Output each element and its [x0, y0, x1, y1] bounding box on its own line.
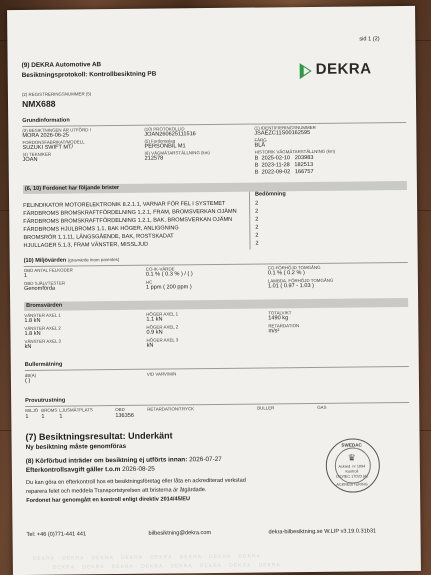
- inspection-protocol-document: [7, 6, 421, 575]
- equipment-obd-value: 136356: [115, 412, 135, 420]
- equipment-col-light: LJUSMÄTPLATS: [59, 407, 93, 413]
- vehicle-type-label: (5) Fordonsslag: [144, 138, 176, 144]
- vin-value: JSAEZC11S00162595: [254, 129, 311, 137]
- right-axle1-label: HÖGER AXEL 1: [146, 311, 179, 317]
- fault-item: HJULLAGER 5.1.3, FRAM VÄNSTER, MISSLJUD: [23, 241, 149, 249]
- equipment-light-value: 1: [59, 413, 63, 420]
- note-line-3: Fordonet har genomgått en kontroll enligt direktiv 2014/45/EU: [26, 496, 191, 504]
- co-label: CO-/K-VÄRDE: [145, 266, 175, 272]
- odometer-history-row: B 2022-09-02 166757: [254, 168, 314, 176]
- fault-item: FÄRDBROMS HJULBROMS 1.1, BAK HÖGER, ANLIGGNING: [23, 225, 179, 233]
- right-axle3-value: kN: [146, 342, 154, 349]
- equipment-title: Provutrustning: [25, 397, 66, 404]
- fault-item: FÄRDBROMS BROMSKRAFTFÖRDELNING 1.2.1, FRAM, BROMSVERKAN OJÄMN: [23, 208, 237, 217]
- odometer-history-row: B 2023-11-28 182513: [254, 161, 314, 169]
- reg-label: (2) REGISTRERINGSNUMMER (5): [21, 91, 92, 98]
- inspection-result: (7) Besiktningsresultat: Underkänt: [25, 430, 173, 442]
- company-name: (9) DEKRA Automotive AB: [21, 61, 102, 70]
- left-axle1-value: 1.8 kN: [24, 317, 41, 324]
- equipment-brake-value: 1: [41, 413, 45, 420]
- equipment-col-noise: BULLER: [257, 405, 275, 411]
- divider: [25, 402, 409, 407]
- noise-rpm-label: VID VARV/MIN: [146, 371, 177, 377]
- odometer-history-label: HISTORIK VÄGMÄTARSTÄLLNING (km): [254, 148, 336, 155]
- seal-accreditation-number: Ackred. nr 1094: [338, 464, 366, 469]
- seal-top-text: SWEDAC: [341, 442, 362, 448]
- fault-rating: 2: [255, 208, 259, 215]
- co-high-value: 0.1 % ( 0.2 % ): [267, 270, 305, 277]
- brakes-header-bar: [24, 298, 408, 311]
- fault-rating: 2: [255, 216, 259, 223]
- make-label: FORDONSFABRIKAT/MODELL: [22, 139, 85, 145]
- obd-faults-label: OBD ANTAL FELKODER: [23, 267, 73, 273]
- seal-standard-text: ISO/IEC 17020 (A): [336, 474, 368, 479]
- noise-db-value: ( ): [24, 377, 31, 384]
- obd-selftest-label: OBD SJÄLVTESTER: [23, 280, 66, 286]
- equipment-env-value: 1: [25, 413, 29, 420]
- hc-value: 1 ppm ( 200 ppm ): [145, 284, 192, 291]
- footer-phone: Tel: +46 (0)771-441 441: [26, 531, 87, 538]
- equipment-col-gas: GAS: [317, 404, 327, 410]
- hc-label: HC: [145, 279, 153, 285]
- fault-rating: 2: [255, 224, 259, 231]
- tech-label: (4) TEKNIKER: [22, 151, 52, 157]
- retardation-label: RETARDATION: [268, 323, 300, 329]
- protocol-id-label: (10) PROTOKOLLID: [144, 126, 185, 132]
- note-line-1: Du kan göra en efterkontroll hos ett besiktningsföretag eller låta en ackrediterad verkstad: [25, 477, 246, 486]
- left-axle2-value: 1.8 kN: [24, 330, 41, 337]
- odometer-value: 212578: [144, 155, 164, 162]
- noise-title: Bullermätning: [24, 361, 63, 368]
- environment-title: (10) Miljövärden (gravvärde inom parentes): [23, 256, 120, 264]
- right-axle2-value: 0.9 kN: [146, 329, 163, 336]
- brakes-title: Bromsvärden: [26, 302, 63, 309]
- co-value: 0.1 % ( 0.3 % ) / ( ): [145, 271, 193, 278]
- fault-rating: 2: [255, 240, 259, 247]
- right-axle2-label: HÖGER AXEL 2: [146, 324, 179, 330]
- odometer-label: (6) VÄGMÄTARSTÄLLNING (km): [144, 150, 210, 156]
- driving-ban-line: (8) Körförbud inträder om besiktning ej utförts innan: 2026-07-27: [25, 455, 222, 465]
- faults-column-divider: [249, 192, 250, 250]
- performed-label: (3) BESIKTNINGEN ÄR UTFÖRD I: [22, 127, 91, 133]
- follow-up-fee-line: Efterkontrollsavgift gäller t.o.m 2026-08-25: [25, 465, 155, 474]
- right-axle1-value: 1.1 kN: [146, 316, 163, 323]
- crown-icon: ♛: [347, 452, 356, 463]
- left-axle2-label: VÄNSTER AXEL 2: [24, 325, 61, 331]
- footer-website[interactable]: dekra-bilbesiktning.se W.LIP v3.19.0.31b31: [268, 528, 377, 536]
- fault-item: FELINDIKATOR MOTORELEKTRONIK 8.2.1.1, VARNAR FÖR FEL I SYSTEMET: [23, 200, 226, 209]
- vehicle-type-value: PERSONBIL M1: [144, 143, 186, 150]
- lambda-value: 1.01 ( 0.97 - 1.03 ): [267, 282, 315, 290]
- equipment-col-env: MILJÖ: [25, 407, 39, 413]
- divider: [22, 122, 406, 127]
- dekra-watermark: DEKRA · DEKRA · DEKRA · DEKRA · DEKRA · DEKRA · DEKRA · DEKRA: [32, 553, 261, 562]
- left-axle1-label: VÄNSTER AXEL 1: [24, 312, 61, 318]
- protocol-title: Besiktningsprotokoll: Kontrollbesiktning PB: [21, 70, 157, 80]
- co-high-label: CO FÖRHÖJD TOMGÅNG: [267, 264, 321, 271]
- divider: [25, 366, 409, 371]
- total-weight-value: 1490 kg: [268, 315, 289, 322]
- performed-value: MORA 2026-06-25: [22, 132, 70, 139]
- tech-value: JOAN: [22, 156, 38, 163]
- rating-header: Bedömning: [254, 191, 286, 198]
- seal-arc-text: ACKREDITERING: [336, 482, 368, 487]
- footer-email[interactable]: bilbesiktning@dekra.com: [148, 530, 212, 537]
- equipment-col-obd: OBD: [115, 406, 125, 413]
- color-label: FÄRG: [254, 137, 267, 143]
- equipment-col-brake: BROMS: [41, 407, 58, 413]
- basic-info-title: Grundinformation: [22, 117, 70, 124]
- seal-kontroll-text: Kontroll: [345, 469, 359, 474]
- dekra-logo: DEKRA: [315, 60, 372, 78]
- obd-selftest-value: Genomförda: [23, 285, 56, 292]
- dekra-logo-icon-cutout: [304, 67, 310, 75]
- fault-item: FÄRDBROMS BROMSKRAFTFÖRDELNING 1.2.1, BAK, BROMSVERKAN OJÄMN: [23, 216, 233, 225]
- dekra-watermark: DEKRA · DEKRA · DEKRA · DEKRA · DEKRA · DEKRA · DEKRA · DEKRA: [52, 562, 281, 571]
- lambda-label: LAMBDA, FÖRHÖJD TOMGÅNG: [267, 277, 334, 284]
- note-line-2: reparera felet och meddela Transportstyrelsen att bristerna är åtgärdade.: [26, 487, 207, 495]
- total-weight-label: TOTALVIKT: [268, 310, 292, 316]
- left-axle3-label: VÄNSTER AXEL 3: [24, 338, 62, 344]
- fault-item: BROMSRÖR 1.1.11, LÄNGSGÅENDE, BAK, ROSTSKADAT: [23, 233, 174, 241]
- obd-faults-value: 1: [23, 272, 27, 279]
- page-number: sid 1 (2): [359, 36, 380, 43]
- left-axle3-value: kN: [24, 343, 32, 350]
- make-value: SUZUKI SWIFT MT/: [22, 144, 74, 151]
- noise-db-label: dB(A): [24, 372, 37, 378]
- protocol-id-value: JOAN260625111516: [144, 131, 196, 138]
- right-axle3-label: HÖGER AXEL 3: [146, 337, 179, 343]
- fault-rating: 2: [255, 232, 259, 239]
- color-value: BLÅ: [254, 142, 266, 149]
- registration-number: NMX688: [21, 98, 56, 109]
- faults-title: (6, 10) Fordonet har följande brister: [24, 184, 120, 192]
- inspection-result-sub: Ny besiktning måste genomföras: [25, 442, 127, 451]
- retardation-unit: m/s²: [268, 328, 280, 335]
- fault-rating: 2: [255, 200, 259, 207]
- vin-label: (1) IDENTIFIERINGSNUMMER: [254, 124, 316, 131]
- odometer-history-row: B 2025-02-10 203983: [254, 154, 314, 162]
- equipment-col-retard: RETARDATION/TRYCK: [147, 406, 195, 412]
